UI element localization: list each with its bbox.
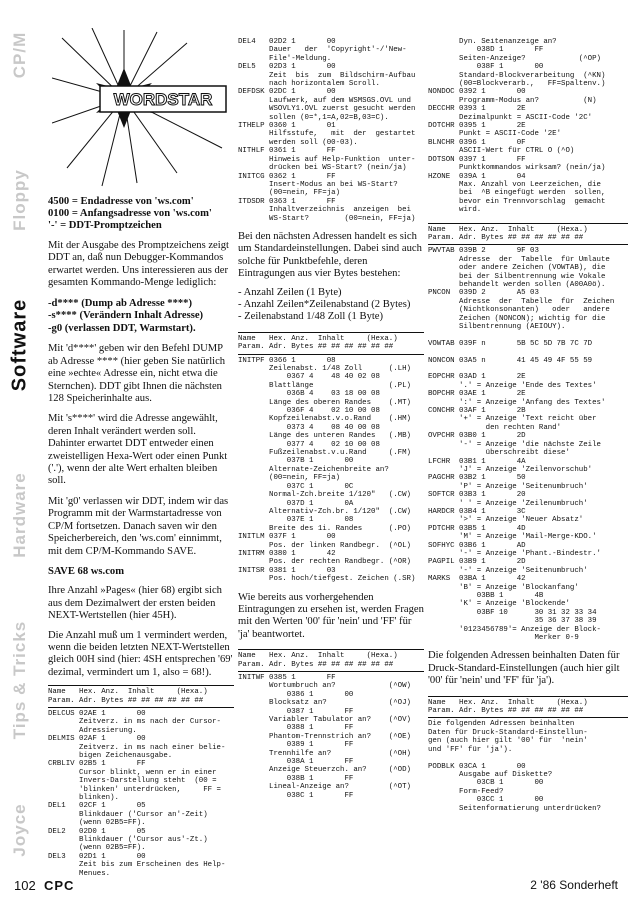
- page-footer: [0, 878, 636, 898]
- parameter-table: INITWF 0385 1 FF Wortumbruch an? (^OW) 0386 1 00 Blocksatz an? (^OJ) 0387 1 FF Variabler Tabulator an? (^OV) 0388 1 FF Phantom-Trennstrich an? (^OE) 0389 1 FF Trennhilfe an? (^OH) 038A 1 FF Anzeige Steuerzch. an? (^OD) 038B 1 FF Lineal-Anzeige an? (^OT) 038C 1 FF: [238, 674, 411, 800]
- sidebar-word-cpm: CP/M: [10, 31, 29, 79]
- column-2: [238, 38, 424, 876]
- paragraph-print: Die folgenden Adressen beinhalten Daten für Druck-Standard-Einstellungen (auch hier gilt '00' für 'nein' und 'FF' für 'ja').: [428, 650, 620, 687]
- paragraph-pages: Ihre Anzahl »Pages« (hier 68) ergibt sich aus dem Dezimalwert der ersten beiden NEXT-Wertstellen (hier 45H).: [48, 585, 222, 622]
- sidebar-word-software: Software: [8, 298, 31, 392]
- paragraph-prompt: Mit der Ausgabe des Promptzeichens zeigt DDT an, daß nun Debugger-Kommandos erwartet werden. Uns interessieren aus der gesamten Kommando-Menge lediglich:: [48, 240, 229, 289]
- paragraph-dump: Mit 'd****' geben wir den Befehl DUMP ab Adresse **** (hier geben Sie natürlich eine »echte« Adresse ein, nicht etwa die Sternchen). DDT gibt Ihnen die nächsten 128 Speicherinhalte aus.: [48, 343, 226, 405]
- table-header: Name Hex. Anz. Inhalt (Hexa.) Param. Adr. Bytes ## ## ## ## ## ##: [238, 334, 398, 352]
- sidebar-word-hardware: Hardware: [10, 472, 29, 558]
- parameter-table: Die folgenden Adressen beinhalten Daten für Druck-Standard-Einstellun- gen (auch hier gilt '00' für 'nein' und 'FF' für 'ja'). PODBLK 03CA 1 00 Ausgabe auf Diskette? 03CB 1 00 Form-Feed? 03CC 1 00 Seitenformatierung unterdrücken?: [428, 720, 601, 813]
- paragraph-yes-no: Wie bereits aus vorhergehenden Eintragungen zu ersehen ist, werden Fragen mit den Werten '00' für 'nein' und 'FF' für 'ja' beantwortet.: [238, 591, 424, 640]
- ddt-commands: -d**** (Dump ab Adresse ****) -s**** (Verändern Inhalt Adresse) -g0 (verlassen DDT, Warmstart).: [48, 297, 204, 334]
- sidebar-word-joyce: Joyce: [10, 803, 29, 857]
- paragraph-exit: Mit 'g0' verlassen wir DDT, indem wir das Programm mit der Warmstartadresse von CP/M fortsetzen. Danach saven wir den Speicherbereich, den 'ws.com' einnimmt, mit dem CP/M-Kommando SAVE.: [48, 495, 229, 557]
- table-rule: [428, 717, 628, 718]
- section-sidebar: [0, 0, 40, 870]
- table-rule: [238, 649, 424, 650]
- table-rule: [48, 685, 234, 686]
- parameter-table: PWVTAB 039B 2 9F 03 Adresse der Tabelle für Umlaute oder andere Zeichen (VOWTAB), die bei der Silbentrennung wie Vokale behandelt werden sollen (A00A0ö). PNCON 039D 2 A5 03 Adresse der Tabelle für Zeichen (Nichtkonsonanten) oder andere Zeichen (NONCON); wichtig für die Silbentrennung (AEIOUY). VOWTAB 039F n 5B 5C 5D 7B 7C 7D NONCON 03A5 n 41 45 49 4F 55 59 EOPCHR 03AD 1 2E '.' = Anzeige 'Ende des Textes' BOPCHR 03AE 1 2E ':' = Anzeige 'Anfang des Textes' CONCHR 03AF 1 2B '+' = Anzeige 'Text reicht über den rechten Rand' OVPCHR 03B0 1 2D '-' = Anzeige 'die nächste Zeile überschreibt diese' LFCHR 03B1 1 4A 'J' = Anzeige 'Zeilenvorschub' PAGCHR 03B2 1 50 'P' = Anzeige 'Seitenumbruch' SOFTCR 03B3 1 20 ' ' = Anzeige 'Zeilenumbruch' HARDCR 03B4 1 3C '>' = Anzeige 'Neuer Absatz' PDTCHR 03B5 1 4D 'M' = Anzeige 'Mail-Merge-KDO.' SOFHYC 03B6 1 AD '-' = Anzeige 'Phant.-Bindestr.' PAGPIL 03B9 1 2D '-' = Anzeige 'Seitenumbruch' MARKS 03BA 1 42 'B' = Anzeige 'Blockanfang' 03BB 1 4B 'K' = Anzeige 'Blockende' 03BF 10 30 31 32 33 34 35 36 37 38 39 '0123456789'= Anzeige der Block- Merker 0-9: [428, 247, 615, 643]
- parameter-table: DELCUS 02AE 1 00 Zeitverz. in ms nach der Cursor- Adressierung. DELMIS 02AF 1 00 Zeitverz. in ms nach einer belie- bigen Zeichenausgabe. CRBLIV 02B5 1 FF Cursor blinkt, wenn er in einer Invers-Darstellung steht (00 = 'blinken' unterdrücken, FF = blinken). DEL1 02CF 1 05 Blinkdauer ('Cursor an'-Zeit) (wenn 02B5=FF). DEL2 02D0 1 05 Blinkdauer ('Cursor aus'-Zt.) (wenn 02B5=FF). DEL3 02D1 1 00 Zeit bis zum Erscheinen des Help- Menues.: [48, 709, 226, 876]
- parameter-table: DEL4 02D2 1 00 Dauer der 'Copyright'-/'New- File'-Meldung. DEL5 02D3 1 00 Zeit bis zum Bildschirm-Aufbau nach horizontalem Scroll. DEFDSK 02DC 1 00 Laufwerk, auf dem WSMSGS.OVL und WSOVLY1.OVL zuerst gesucht werden sollen (0=*,1=A,02=B,03=C). ITHELP 0360 1 01 Hilfsstufe, mit der gestartet werden soll (00-03). NITHLF 0361 1 FF Hinweis auf Help-Funktion unter- drücken bei WS-Start? (nein/ja) INITCG 0362 1 FF Insert-Modus an bei WS-Start? (00=nein, FF=ja) ITDSDR 0363 1 FF Inhaltverzeichnis anzeigen bei WS-Start? (00=nein, FF=ja): [238, 38, 416, 223]
- table-header: Name Hex. Anz. Inhalt (Hexa.) Param. Adr. Bytes ## ## ## ## ## ##: [428, 698, 588, 716]
- column-3: [428, 38, 628, 876]
- address-definitions: 4500 = Endadresse von 'ws.com' 0100 = Anfangsadresse von 'ws.com' '-' = DDT-Promptzeichen: [48, 196, 212, 231]
- sidebar-word-floppy: Floppy: [10, 169, 29, 231]
- table-rule: [428, 696, 628, 697]
- page-number: 102: [14, 878, 36, 893]
- wordstar-logo: [52, 28, 230, 188]
- table-header: Name Hex. Anz. Inhalt (Hexa.) Param. Adr. Bytes ## ## ## ## ## ##: [48, 688, 208, 705]
- byte-list: - Anzahl Zeilen (1 Byte) - Anzahl Zeilen*Zeilenabstand (2 Bytes) - Zeilenabstand 1/48 Zoll (1 Byte): [238, 286, 411, 323]
- table-header: Name Hex. Anz. Inhalt (Hexa.) Param. Adr. Bytes ## ## ## ## ## ##: [428, 225, 588, 242]
- parameter-table: INITPF 0366 1 08 Zeilenabst. 1/48 Zoll (.LH) 0367 4 48 40 02 08 Blattlänge (.PL) 036B 4 03 18 00 08 Länge des oberen Randes (.MT) 036F 4 02 10 00 08 Kopfzeilenabst.v.o.Rand (.HM) 0373 4 08 40 00 08 Länge des unteren Randes (.MB) 0377 4 02 10 00 08 Fußzeilenabst.v.u.Rand (.FM) 037B 1 00 Alternate-Zeichenbreite an? (00=nein, FF=ja) 037C 1 0C Normal-Zch.breite 1/120" (.CW) 037D 1 0A Alternativ-Zch.br. 1/120" (.CW) 037E 1 08 Breite des 1i. Randes (.PO) INITLM 037F 1 00 Pos. der linken Randbegr. (^OL) INITRM 0380 1 42 Pos. der rechten Randbegr. (^OR) INITSR 0381 1 03 Pos. hoch/tiefgest. Zeichen (.SR): [238, 356, 416, 584]
- paragraph-set: Mit 's****' wird die Adresse angewählt, deren Inhalt verändert werden soll. Dahinter erwartet DDT entweder einen zweistelligen Hexa-Wert oder einen Punkt ('.'), wenn der alte Wert erhalten bleiben soll.: [48, 413, 228, 487]
- table-rule: [428, 223, 628, 224]
- sidebar-word-tips: Tips & Tricks: [10, 620, 29, 740]
- table-rule: [238, 671, 424, 672]
- table-rule: [238, 354, 424, 355]
- table-rule: [48, 707, 234, 708]
- table-rule: [428, 244, 628, 245]
- save-command: SAVE 68 ws.com: [48, 565, 125, 577]
- column-1: [48, 196, 234, 876]
- parameter-table: Dyn. Seitenanzeige an? 038D 1 FF Seiten-Anzeige? (^OP) 038F 1 00 Standard-Blockverarbeitung (^KN) (00=Blockverarb., FF=Spaltenv.) NONDOC 0392 1 00 Programm-Modus an? (N) DECCHR 0393 1 2E Dezimalpunkt = ASCII-Code '2C' DOTCHR 0395 1 2E Punkt = ASCII-Code '2E' BLNCHR 0396 1 0F ASCII-Wert für CTRL O (^O) DOTSON 0397 1 FF Punktkommandos wirksam? (nein/ja) HZONE 039A 1 04 Max. Anzahl von Leerzeichen, die bei ^B eingefügt werden sollen, bevor ein Trennvorschlag gemacht wird.: [428, 38, 606, 215]
- table-rule: [238, 332, 424, 333]
- table-header: Name Hex. Anz. Inhalt (Hexa.) Param. Adr. Bytes ## ## ## ## ## ##: [238, 652, 398, 669]
- paragraph-decrement: Die Anzahl muß um 1 vermindert werden, wenn die beiden letzten NEXT-Wertstellen gleich 00H sind (hier: 4SH entsprechen '69' dezimal, vermindert um 1, also = 68!).: [48, 629, 233, 678]
- paragraph-standard: Bei den nächsten Adressen handelt es sich um Standardeinstellungen. Dabei sind auch solche für Punktbefehle, deren Eintragungen aus vier Bytes bestehen:: [238, 230, 422, 280]
- magazine-name: CPC: [44, 878, 75, 893]
- logo-text: WORDSTAR: [113, 90, 213, 109]
- issue-label: 2 '86 Sonderheft: [530, 878, 618, 892]
